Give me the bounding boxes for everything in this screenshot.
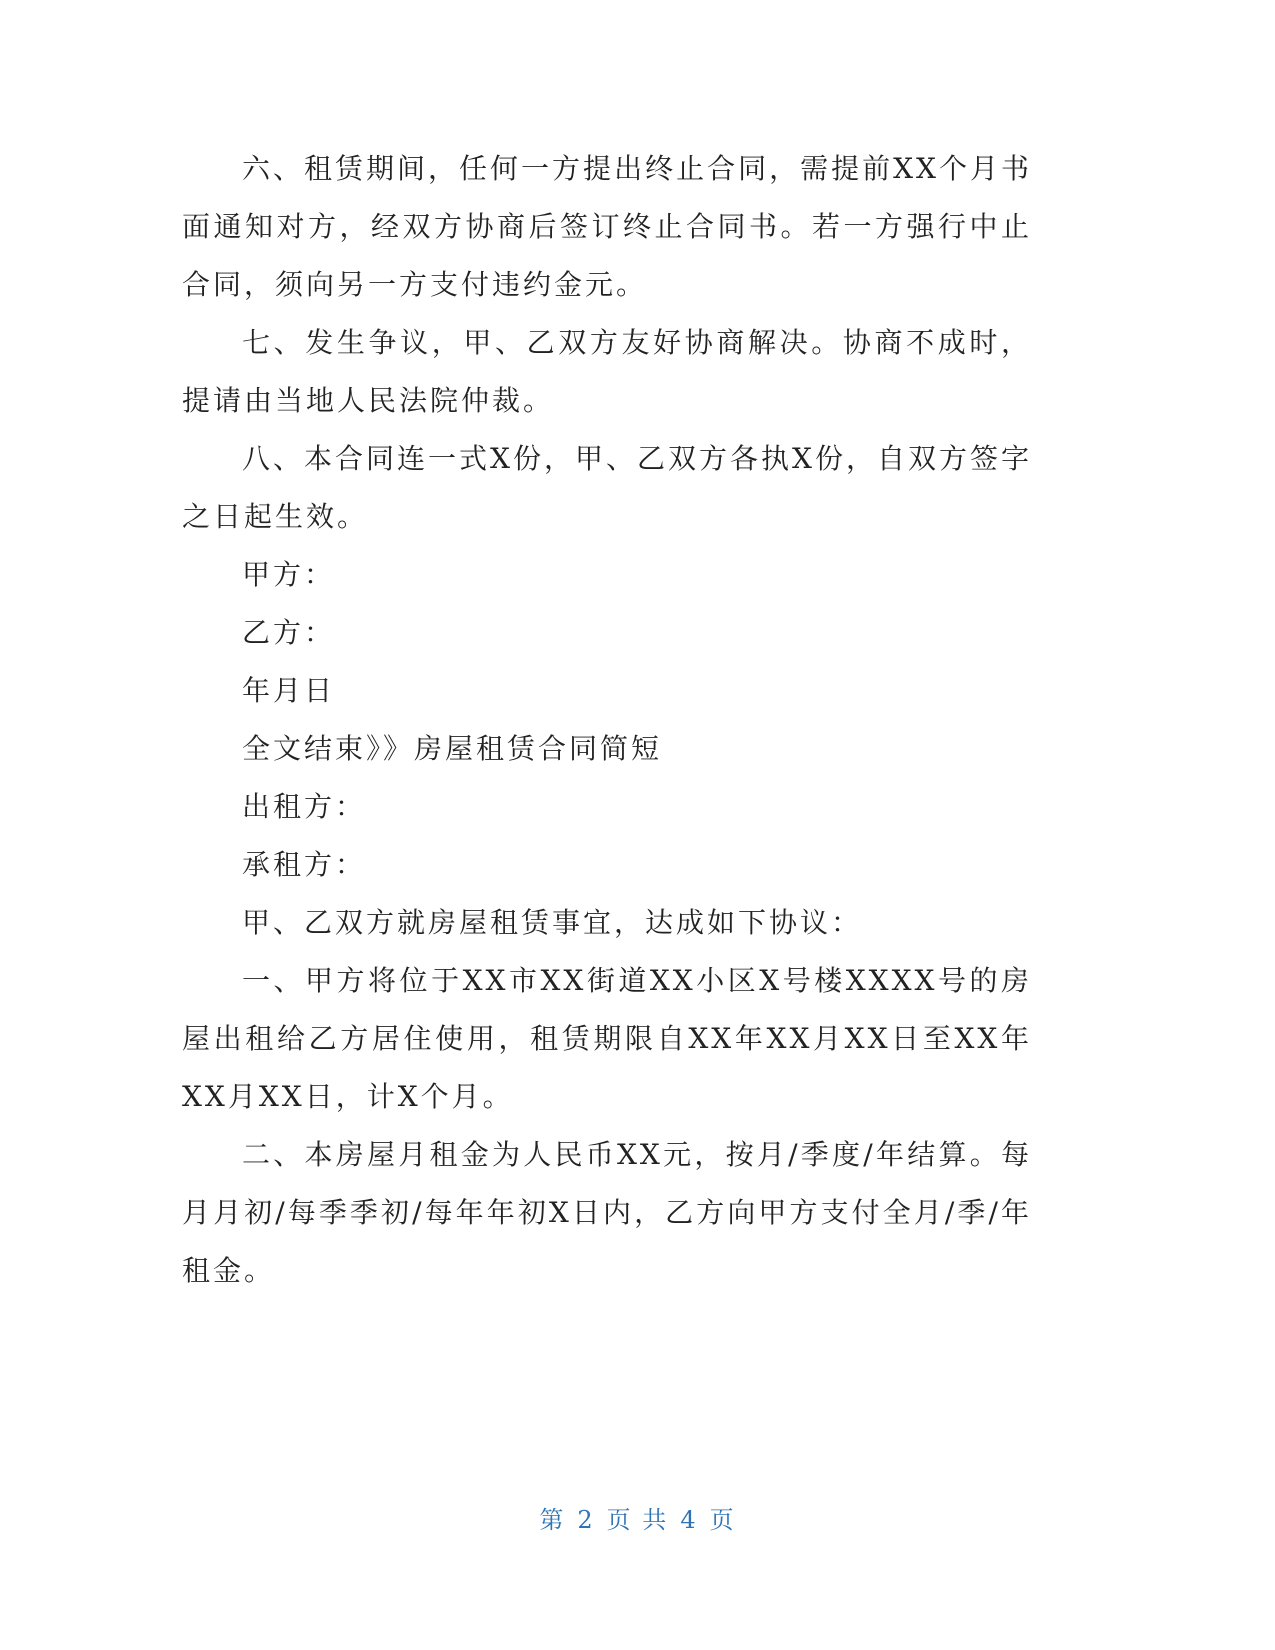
page-footer (0, 1500, 1275, 1535)
clause-six: 六、租赁期间，任何一方提出终止合同，需提前XX个月书面通知对方，经双方协商后签订终止合同书。若一方强行中止合同，须向另一方支付违约金元。 (182, 152, 1032, 301)
section-title: 全文结束》》房屋租赁合同简短 (242, 732, 663, 765)
signature-date: 年月日 (242, 674, 336, 707)
clause-seven: 七、发生争议，甲、乙双方友好协商解决。协商不成时，提请由当地人民法院仲裁。 (182, 326, 1032, 417)
footer-suffix: 页 (709, 1506, 736, 1534)
clause-one: 一、甲方将位于XX市XX街道XX小区X号楼XXXX号的房屋出租给乙方居住使用，租赁期限自XX年XX月XX日至XX年XX月XX日，计X个月。 (182, 964, 1032, 1113)
lessor-label: 出租方： (242, 790, 367, 823)
footer-current-page: 2 (577, 1506, 595, 1534)
agreement-intro: 甲、乙双方就房屋租赁事宜，达成如下协议： (242, 906, 863, 939)
document-body (182, 140, 1032, 1300)
footer-total-pages: 4 (680, 1506, 698, 1534)
clause-two: 二、本房屋月租金为人民币XX元，按月/季度/年结算。每月月初/每季季初/每年年初X日内，乙方向甲方支付全月/季/年租金。 (182, 1138, 1032, 1287)
footer-prefix: 第 (539, 1506, 566, 1534)
lessee-label: 承租方： (242, 848, 367, 881)
party-b-signature: 乙方： (242, 616, 336, 649)
clause-eight: 八、本合同连一式X份，甲、乙双方各执X份，自双方签字之日起生效。 (182, 442, 1032, 533)
party-a-signature: 甲方： (242, 558, 336, 591)
footer-middle: 页 共 (606, 1506, 669, 1534)
